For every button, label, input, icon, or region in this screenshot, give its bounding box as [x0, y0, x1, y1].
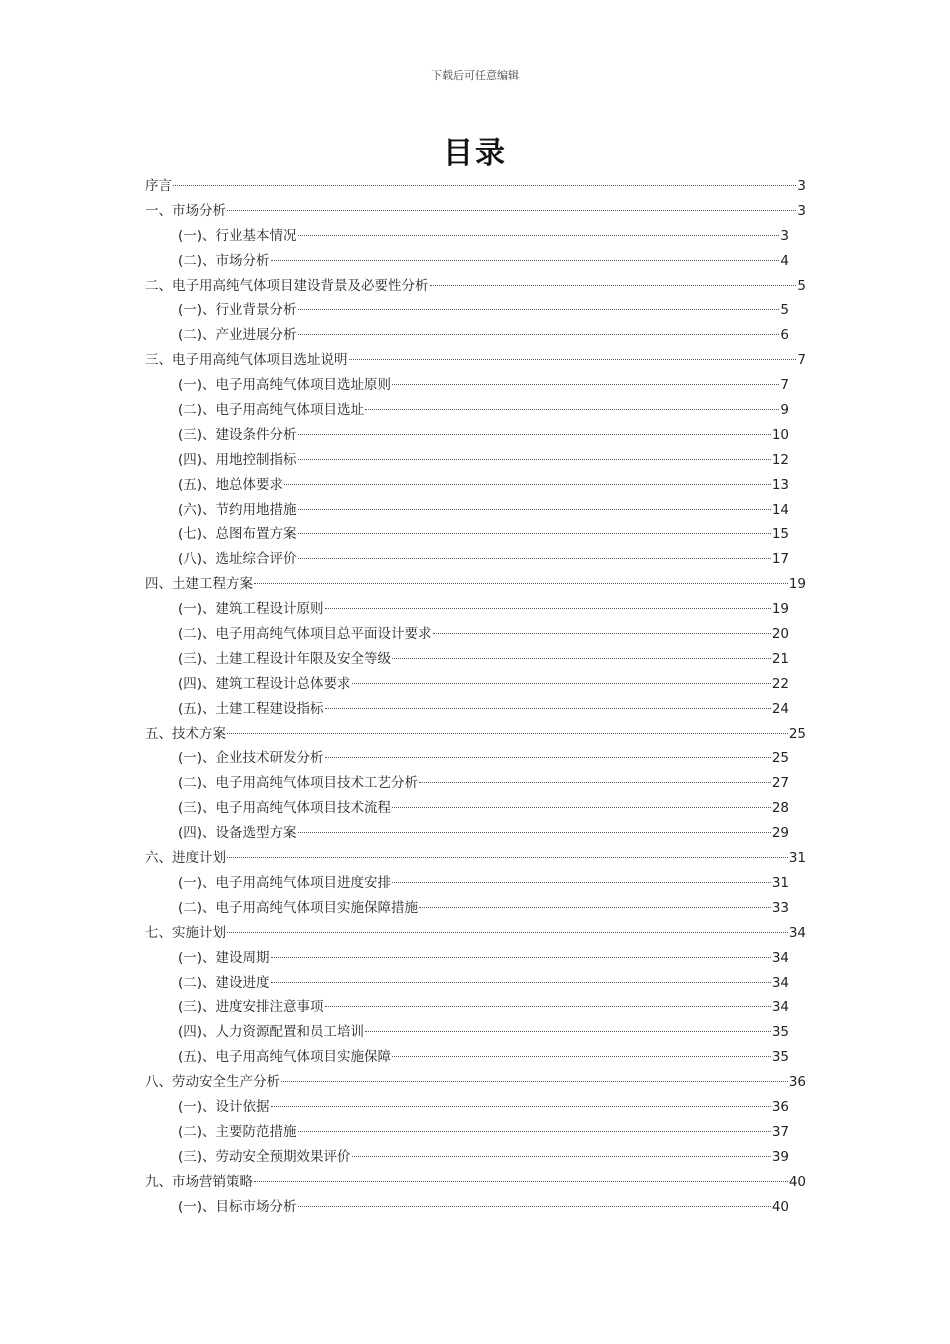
toc-list: [145, 174, 806, 1219]
toc-page-number: 27: [771, 775, 789, 792]
toc-section-entry[interactable]: [145, 522, 806, 547]
toc-entry-label: (二)、产业进展分析: [178, 327, 297, 344]
toc-entry-label: (二)、市场分析: [178, 252, 270, 269]
toc-page-number: 3: [797, 178, 806, 194]
toc-section-entry[interactable]: [145, 971, 806, 996]
toc-section-entry[interactable]: [145, 1120, 806, 1145]
toc-page-number: 34: [788, 924, 806, 941]
toc-page-number: 5: [780, 302, 789, 319]
toc-dot-leader: [349, 359, 797, 360]
toc-chapter-entry[interactable]: [145, 572, 806, 597]
toc-entry-label: (二)、电子用高纯气体项目选址: [178, 402, 365, 419]
toc-entry-label: (一)、设计依据: [178, 1098, 270, 1115]
toc-page-number: 31: [771, 874, 789, 891]
toc-section-entry[interactable]: [145, 547, 806, 572]
toc-dot-leader: [419, 782, 771, 783]
page-title: 目录: [443, 136, 507, 171]
toc-page-number: 21: [771, 650, 789, 667]
toc-page-number: 36: [788, 1074, 806, 1091]
toc-entry-label: (三)、电子用高纯气体项目技术流程: [178, 800, 392, 817]
toc-dot-leader: [298, 533, 771, 534]
toc-entry-label: (五)、土建工程建设指标: [178, 700, 324, 717]
toc-section-entry[interactable]: [145, 398, 806, 423]
toc-page-number: 6: [780, 327, 789, 344]
toc-section-entry[interactable]: [145, 821, 806, 846]
toc-dot-leader: [392, 384, 779, 385]
toc-entry-label: 一、市场分析: [145, 202, 226, 219]
toc-page-number: 20: [771, 626, 789, 643]
toc-dot-leader: [271, 260, 780, 261]
toc-section-entry[interactable]: [145, 1145, 806, 1170]
toc-page-number: 17: [771, 551, 789, 568]
toc-dot-leader: [325, 708, 771, 709]
toc-section-entry[interactable]: [145, 672, 806, 697]
toc-dot-leader: [281, 1081, 788, 1082]
toc-dot-leader: [352, 1156, 771, 1157]
toc-entry-label: 七、实施计划: [145, 924, 226, 941]
toc-dot-leader: [271, 957, 771, 958]
toc-page-number: 5: [797, 277, 806, 294]
toc-page-number: 25: [788, 725, 806, 742]
toc-section-entry[interactable]: [145, 896, 806, 921]
toc-page-number: 40: [771, 1198, 789, 1215]
toc-chapter-entry[interactable]: [145, 274, 806, 299]
toc-dot-leader: [227, 932, 788, 933]
toc-dot-leader: [298, 558, 771, 559]
toc-entry-label: (三)、劳动安全预期效果评价: [178, 1148, 351, 1165]
toc-dot-leader: [254, 583, 788, 584]
toc-entry-label: (五)、电子用高纯气体项目实施保障: [178, 1049, 392, 1066]
toc-section-entry[interactable]: [145, 298, 806, 323]
toc-entry-label: (一)、行业基本情况: [178, 227, 297, 244]
toc-entry-label: (二)、建设进度: [178, 974, 270, 991]
toc-entry-label: 二、电子用高纯气体项目建设背景及必要性分析: [145, 277, 429, 294]
toc-entry-label: (一)、建设周期: [178, 949, 270, 966]
toc-dot-leader: [392, 1056, 771, 1057]
toc-section-entry[interactable]: [145, 647, 806, 672]
toc-entry-label: (二)、电子用高纯气体项目实施保障措施: [178, 899, 419, 916]
toc-dot-leader: [365, 1031, 771, 1032]
toc-section-entry[interactable]: [145, 1195, 806, 1220]
toc-page-number: 3: [780, 227, 789, 244]
toc-page-number: 28: [771, 800, 789, 817]
toc-section-entry[interactable]: [145, 1045, 806, 1070]
toc-dot-leader: [284, 484, 771, 485]
toc-page-number: 39: [771, 1148, 789, 1165]
toc-page-number: 9: [780, 402, 789, 419]
toc-entry-label: (八)、选址综合评价: [178, 551, 297, 568]
toc-page-number: 34: [771, 974, 789, 991]
toc-page-number: 35: [771, 1049, 789, 1066]
toc-page-number: 15: [771, 526, 789, 543]
toc-section-entry[interactable]: [145, 796, 806, 821]
toc-section-entry[interactable]: [145, 597, 806, 622]
toc-section-entry[interactable]: [145, 1095, 806, 1120]
toc-dot-leader: [392, 807, 771, 808]
toc-dot-leader: [392, 658, 771, 659]
toc-page-number: 3: [797, 202, 806, 219]
toc-page-number: 7: [797, 352, 806, 369]
toc-entry-label: 九、市场营销策略: [145, 1173, 253, 1190]
toc-entry-label: 六、进度计划: [145, 850, 226, 867]
toc-section-entry[interactable]: [145, 448, 806, 473]
toc-page-number: 34: [771, 999, 789, 1016]
toc-page-number: 29: [771, 825, 789, 842]
toc-page-number: 4: [780, 252, 789, 269]
toc-section-entry[interactable]: [145, 746, 806, 771]
toc-entry-label: (一)、目标市场分析: [178, 1198, 297, 1215]
toc-dot-leader: [298, 309, 780, 310]
toc-entry-label: 五、技术方案: [145, 725, 226, 742]
toc-entry-label: (二)、电子用高纯气体项目技术工艺分析: [178, 775, 419, 792]
header-note: 下载后可任意编辑: [431, 69, 519, 82]
toc-page-number: 34: [771, 949, 789, 966]
toc-section-entry[interactable]: [145, 771, 806, 796]
toc-page-number: 36: [771, 1098, 789, 1115]
toc-entry-label: (四)、设备选型方案: [178, 825, 297, 842]
toc-chapter-entry[interactable]: [145, 174, 806, 199]
toc-dot-leader: [298, 1131, 771, 1132]
toc-section-entry[interactable]: [145, 323, 806, 348]
toc-dot-leader: [365, 409, 779, 410]
toc-dot-leader: [325, 608, 771, 609]
toc-section-entry[interactable]: [145, 373, 806, 398]
toc-chapter-entry[interactable]: [145, 1170, 806, 1195]
toc-section-entry[interactable]: [145, 224, 806, 249]
toc-section-entry[interactable]: [145, 498, 806, 523]
toc-dot-leader: [271, 1106, 771, 1107]
toc-entry-label: (三)、进度安排注意事项: [178, 999, 324, 1016]
toc-entry-label: (五)、地总体要求: [178, 476, 284, 493]
toc-page-number: 14: [771, 501, 789, 518]
toc-entry-label: 三、电子用高纯气体项目选址说明: [145, 352, 348, 369]
toc-section-entry[interactable]: [145, 473, 806, 498]
toc-section-entry[interactable]: [145, 871, 806, 896]
toc-page-number: 19: [771, 601, 789, 618]
toc-dot-leader: [419, 907, 771, 908]
toc-section-entry[interactable]: [145, 995, 806, 1020]
toc-dot-leader: [298, 334, 780, 335]
toc-section-entry[interactable]: [145, 622, 806, 647]
toc-dot-leader: [433, 633, 771, 634]
toc-dot-leader: [227, 210, 796, 211]
toc-entry-label: (七)、总图布置方案: [178, 526, 297, 543]
toc-dot-leader: [298, 434, 771, 435]
toc-dot-leader: [298, 459, 771, 460]
toc-entry-label: (三)、建设条件分析: [178, 426, 297, 443]
toc-page-number: 22: [771, 675, 789, 692]
toc-page-number: 33: [771, 899, 789, 916]
toc-entry-label: (六)、节约用地措施: [178, 501, 297, 518]
toc-page-number: 24: [771, 700, 789, 717]
toc-dot-leader: [325, 757, 771, 758]
toc-dot-leader: [325, 1006, 771, 1007]
toc-entry-label: (二)、主要防范措施: [178, 1123, 297, 1140]
toc-dot-leader: [227, 857, 788, 858]
toc-chapter-entry[interactable]: [145, 199, 806, 224]
toc-entry-label: (二)、电子用高纯气体项目总平面设计要求: [178, 626, 432, 643]
toc-page-number: 40: [788, 1173, 806, 1190]
toc-page-number: 31: [788, 850, 806, 867]
toc-entry-label: (一)、电子用高纯气体项目进度安排: [178, 874, 392, 891]
toc-page-number: 37: [771, 1123, 789, 1140]
toc-dot-leader: [298, 235, 780, 236]
toc-entry-label: 序言: [145, 178, 172, 194]
toc-page-number: 19: [788, 576, 806, 593]
toc-entry-label: 八、劳动安全生产分析: [145, 1074, 280, 1091]
toc-chapter-entry[interactable]: [145, 846, 806, 871]
toc-page-number: 35: [771, 1024, 789, 1041]
toc-dot-leader: [254, 1181, 788, 1182]
toc-dot-leader: [298, 832, 771, 833]
toc-section-entry[interactable]: [145, 697, 806, 722]
toc-section-entry[interactable]: [145, 946, 806, 971]
toc-dot-leader: [173, 185, 796, 186]
toc-page-number: 13: [771, 476, 789, 493]
toc-page-number: 7: [780, 377, 789, 394]
toc-dot-leader: [227, 733, 788, 734]
toc-section-entry[interactable]: [145, 249, 806, 274]
toc-page-number: 25: [771, 750, 789, 767]
toc-entry-label: (四)、用地控制指标: [178, 451, 297, 468]
toc-dot-leader: [298, 509, 771, 510]
toc-page-number: 12: [771, 451, 789, 468]
toc-section-entry[interactable]: [145, 1020, 806, 1045]
toc-entry-label: (三)、土建工程设计年限及安全等级: [178, 650, 392, 667]
toc-entry-label: (一)、企业技术研发分析: [178, 750, 324, 767]
toc-entry-label: (一)、行业背景分析: [178, 302, 297, 319]
toc-entry-label: (一)、建筑工程设计原则: [178, 601, 324, 618]
toc-chapter-entry[interactable]: [145, 348, 806, 373]
toc-dot-leader: [271, 982, 771, 983]
toc-page-number: 10: [771, 426, 789, 443]
toc-dot-leader: [352, 683, 771, 684]
toc-dot-leader: [298, 1206, 771, 1207]
toc-chapter-entry[interactable]: [145, 921, 806, 946]
toc-chapter-entry[interactable]: [145, 1070, 806, 1095]
toc-entry-label: (四)、人力资源配置和员工培训: [178, 1024, 365, 1041]
toc-section-entry[interactable]: [145, 423, 806, 448]
toc-dot-leader: [392, 882, 771, 883]
toc-entry-label: 四、土建工程方案: [145, 576, 253, 593]
toc-dot-leader: [430, 285, 797, 286]
toc-entry-label: (一)、电子用高纯气体项目选址原则: [178, 377, 392, 394]
toc-chapter-entry[interactable]: [145, 722, 806, 747]
toc-entry-label: (四)、建筑工程设计总体要求: [178, 675, 351, 692]
